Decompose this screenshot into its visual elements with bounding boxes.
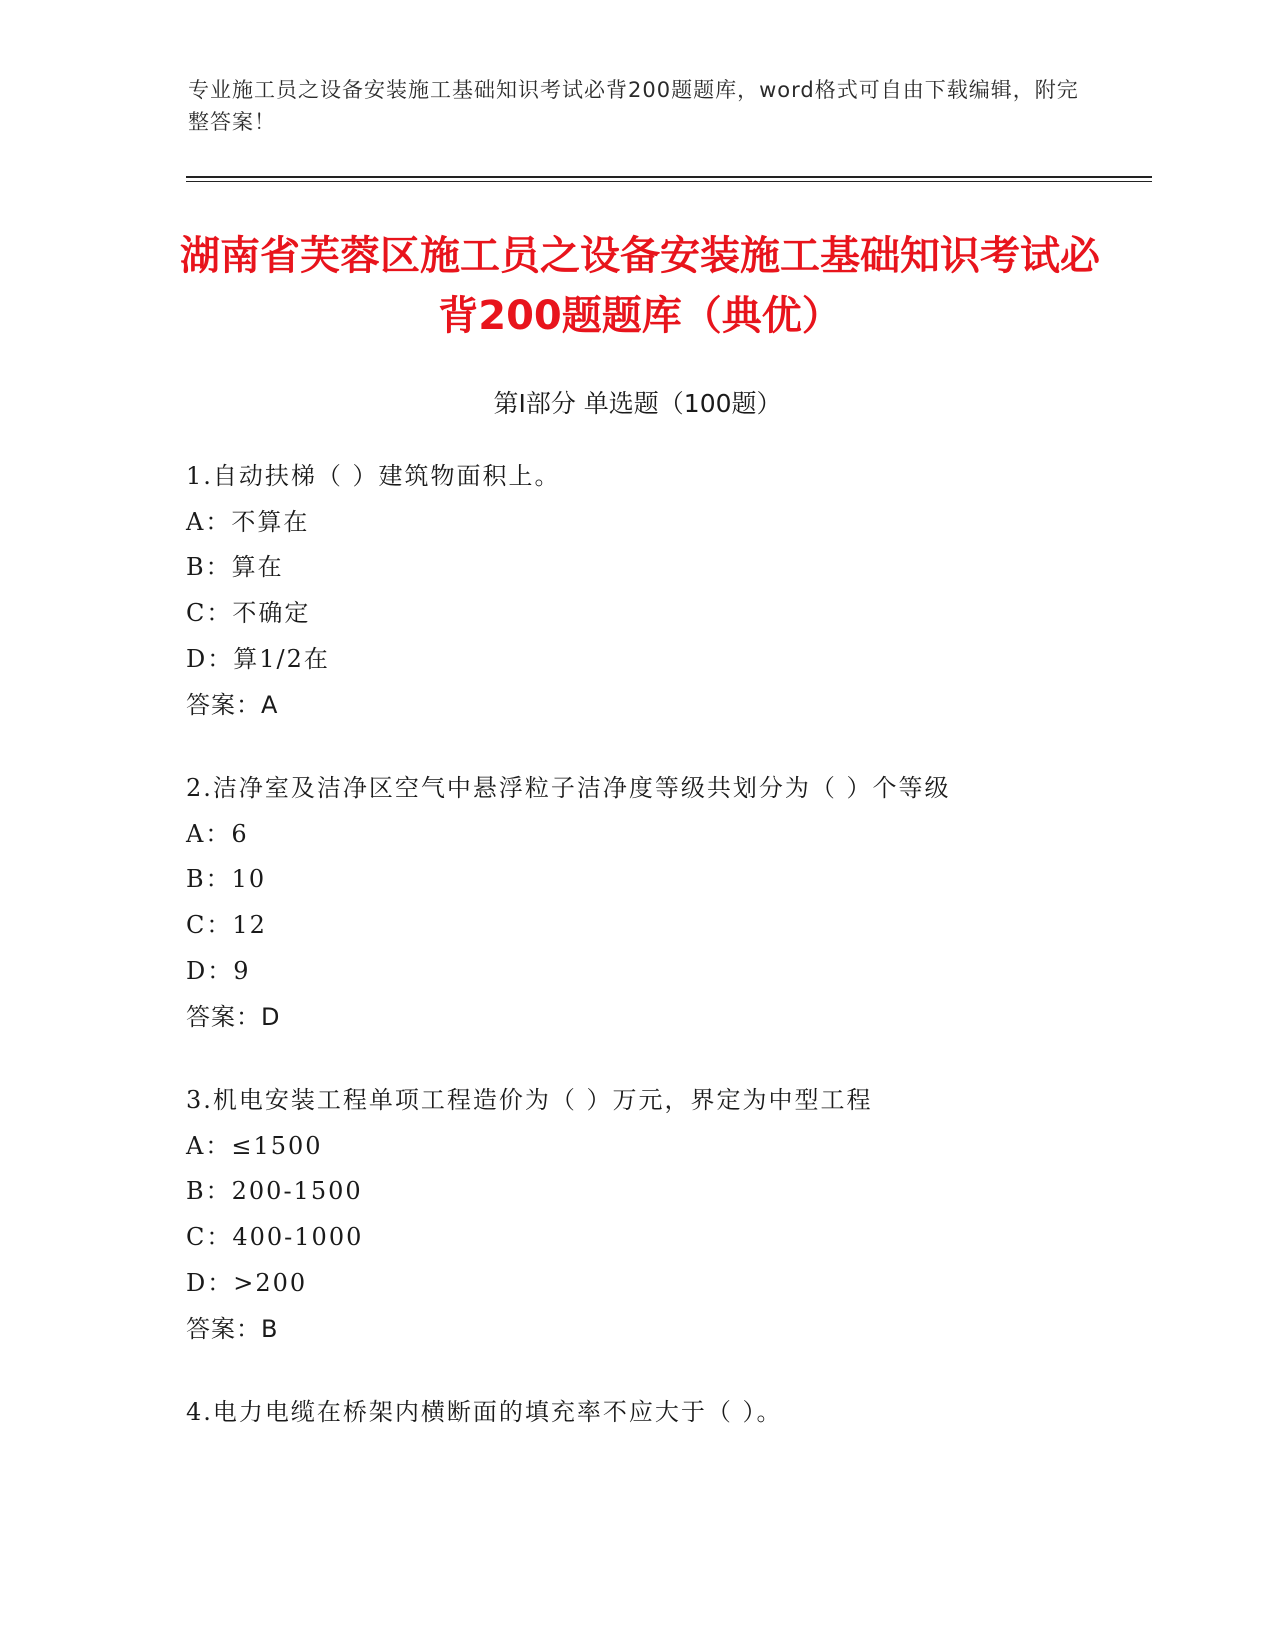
header-note: 专业施工员之设备安装施工基础知识考试必背200题题库，word格式可自由下载编辑，附完整答案！ <box>188 78 1079 134</box>
answer-line: 答案：D <box>186 1002 281 1031</box>
question-4 <box>186 1390 1126 1436</box>
option-c: C：400-1000 <box>186 1223 364 1252</box>
answer-line: 答案：A <box>186 690 279 719</box>
option-c: C：不确定 <box>186 599 311 628</box>
question-1 <box>186 454 1126 728</box>
question-stem: 1.自动扶梯（ ）建筑物面积上。 <box>186 462 561 490</box>
header-rule-thin <box>186 181 1152 182</box>
document-title: 湖南省芙蓉区施工员之设备安装施工基础知识考试必背200题题库（典优） <box>180 233 1100 339</box>
option-d: D：算1/2在 <box>186 644 330 673</box>
option-b: B：算在 <box>186 553 284 582</box>
option-a: A：≤1500 <box>186 1131 323 1160</box>
question-2 <box>186 766 1126 1040</box>
option-a: A：不算在 <box>186 507 310 536</box>
question-stem: 4.电力电缆在桥架内横断面的填充率不应大于（ ）。 <box>186 1398 783 1426</box>
option-c: C：12 <box>186 911 267 940</box>
answer-line: 答案：B <box>186 1314 279 1343</box>
option-a: A：6 <box>186 819 249 848</box>
question-stem: 2.洁净室及洁净区空气中悬浮粒子洁净度等级共划分为（ ）个等级 <box>186 774 951 802</box>
option-d: D：>200 <box>186 1268 308 1297</box>
option-d: D：9 <box>186 956 251 985</box>
option-b: B：10 <box>186 865 267 894</box>
option-b: B：200-1500 <box>186 1177 363 1206</box>
question-stem: 3.机电安装工程单项工程造价为（ ）万元，界定为中型工程 <box>186 1086 873 1114</box>
section-heading: 第Ⅰ部分 单选题（100题） <box>493 389 782 418</box>
question-3 <box>186 1078 1126 1352</box>
header-rule-thick <box>186 176 1152 178</box>
